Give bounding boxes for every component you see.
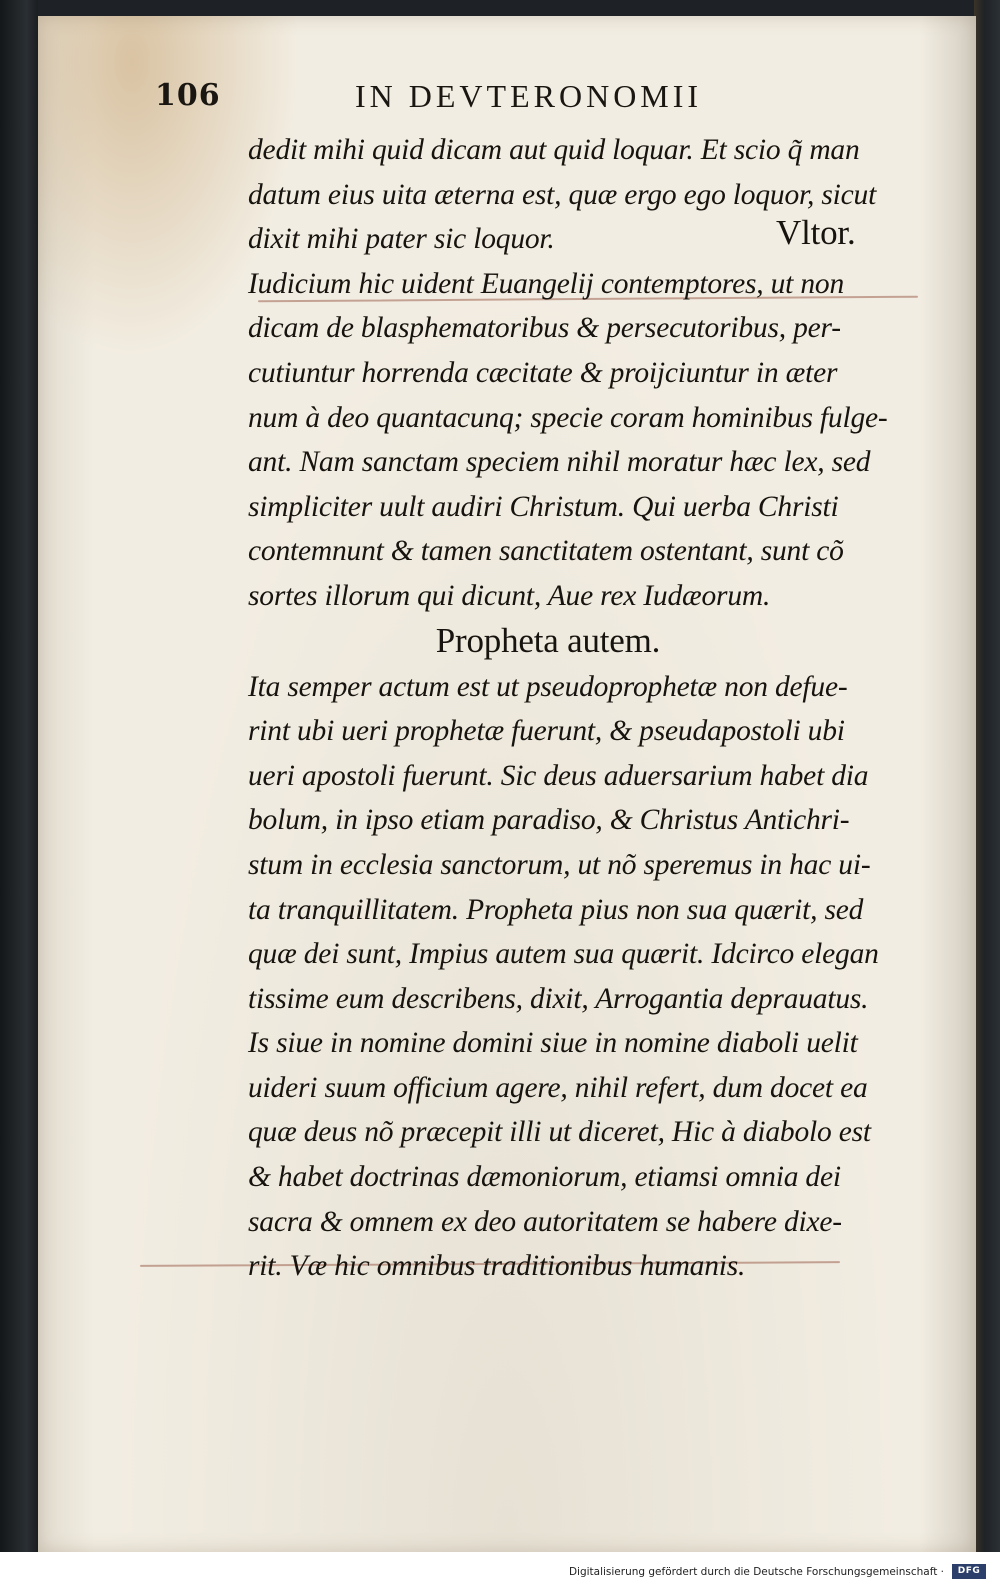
text-line: Iudicium hic uident Euangelij contemptores, ut non — [248, 267, 845, 300]
section-heading-propheta: Propheta autem. — [435, 620, 661, 660]
body-text — [248, 128, 938, 1289]
text-line: simpliciter uult audiri Christum. Qui uerba Christi — [248, 490, 839, 523]
page-header — [155, 78, 805, 118]
page-number: 106 — [155, 78, 221, 113]
text-line: bolum, in ipso etiam paradiso, & Christus Antichri- — [248, 804, 850, 837]
text-line: datum eius uita æterna est, quæ ergo ego loquor, sicut — [248, 178, 877, 211]
text-line: rit. Væ hic omnibus traditionibus humanis. — [248, 1250, 746, 1283]
text-line-content: dixit mihi pater sic loquor. — [248, 223, 555, 256]
dfg-credit: Digitalisierung gefördert durch die Deutsche Forschungsgemeinschaft · — [568, 1566, 944, 1578]
text-line: rint ubi ueri prophetæ fuerunt, & pseudapostoli ubi — [248, 715, 845, 748]
text-line: dicam de blasphematoribus & persecutoribus, per- — [248, 312, 841, 345]
text-line: Is siue in nomine domini siue in nomine diaboli uelit — [248, 1027, 858, 1060]
text-line: dedit mihi quid dicam aut quid loquar. Et scio q̃ man — [248, 134, 860, 166]
text-line: quæ dei sunt, Impius autem sua quærit. Idcirco elegan — [248, 938, 879, 971]
dfg-logo: DFG — [952, 1564, 986, 1579]
text-line — [248, 213, 938, 262]
text-line: ta tranquillitatem. Propheta pius non sua quærit, sed — [248, 893, 864, 926]
digitization-footer — [0, 1552, 1000, 1592]
text-line: quæ deus nõ præcepit illi ut diceret, Hic à diabolo est — [248, 1116, 871, 1149]
book-binding-right — [974, 0, 1000, 1592]
book-binding-left — [0, 0, 38, 1592]
text-line: ueri apostoli fuerunt. Sic deus aduersarium habet dia — [248, 759, 869, 792]
text-line: ant. Nam sanctam speciem nihil moratur hæc lex, sed — [248, 446, 871, 479]
text-line: sacra & omnem ex deo autoritatem se habere dixe- — [248, 1205, 842, 1238]
text-line: cutiuntur horrenda cæcitate & proijciuntur in æter — [248, 356, 838, 389]
text-line: contemnunt & tamen sanctitatem ostentant, sunt cõ — [248, 535, 844, 568]
text-line: uideri suum officium agere, nihil refert, dum docet ea — [248, 1071, 868, 1104]
text-line: tissime eum describens, dixit, Arrogantia deprauatus. — [248, 982, 869, 1015]
text-line: Ita semper actum est ut pseudoprophetæ non defue- — [248, 670, 848, 703]
text-line: sortes illorum qui dicunt, Aue rex Iudæorum. — [248, 579, 771, 612]
text-line: stum in ecclesia sanctorum, ut nõ speremus in hac ui- — [248, 848, 871, 881]
text-line: num à deo quantacunq; specie coram hominibus fulge- — [248, 401, 888, 434]
section-heading-vltor: Vltor. — [776, 213, 856, 253]
text-line: & habet doctrinas dæmoniorum, etiamsi omnia dei — [248, 1161, 841, 1194]
running-head: IN DEVTERONOMII — [355, 78, 703, 114]
